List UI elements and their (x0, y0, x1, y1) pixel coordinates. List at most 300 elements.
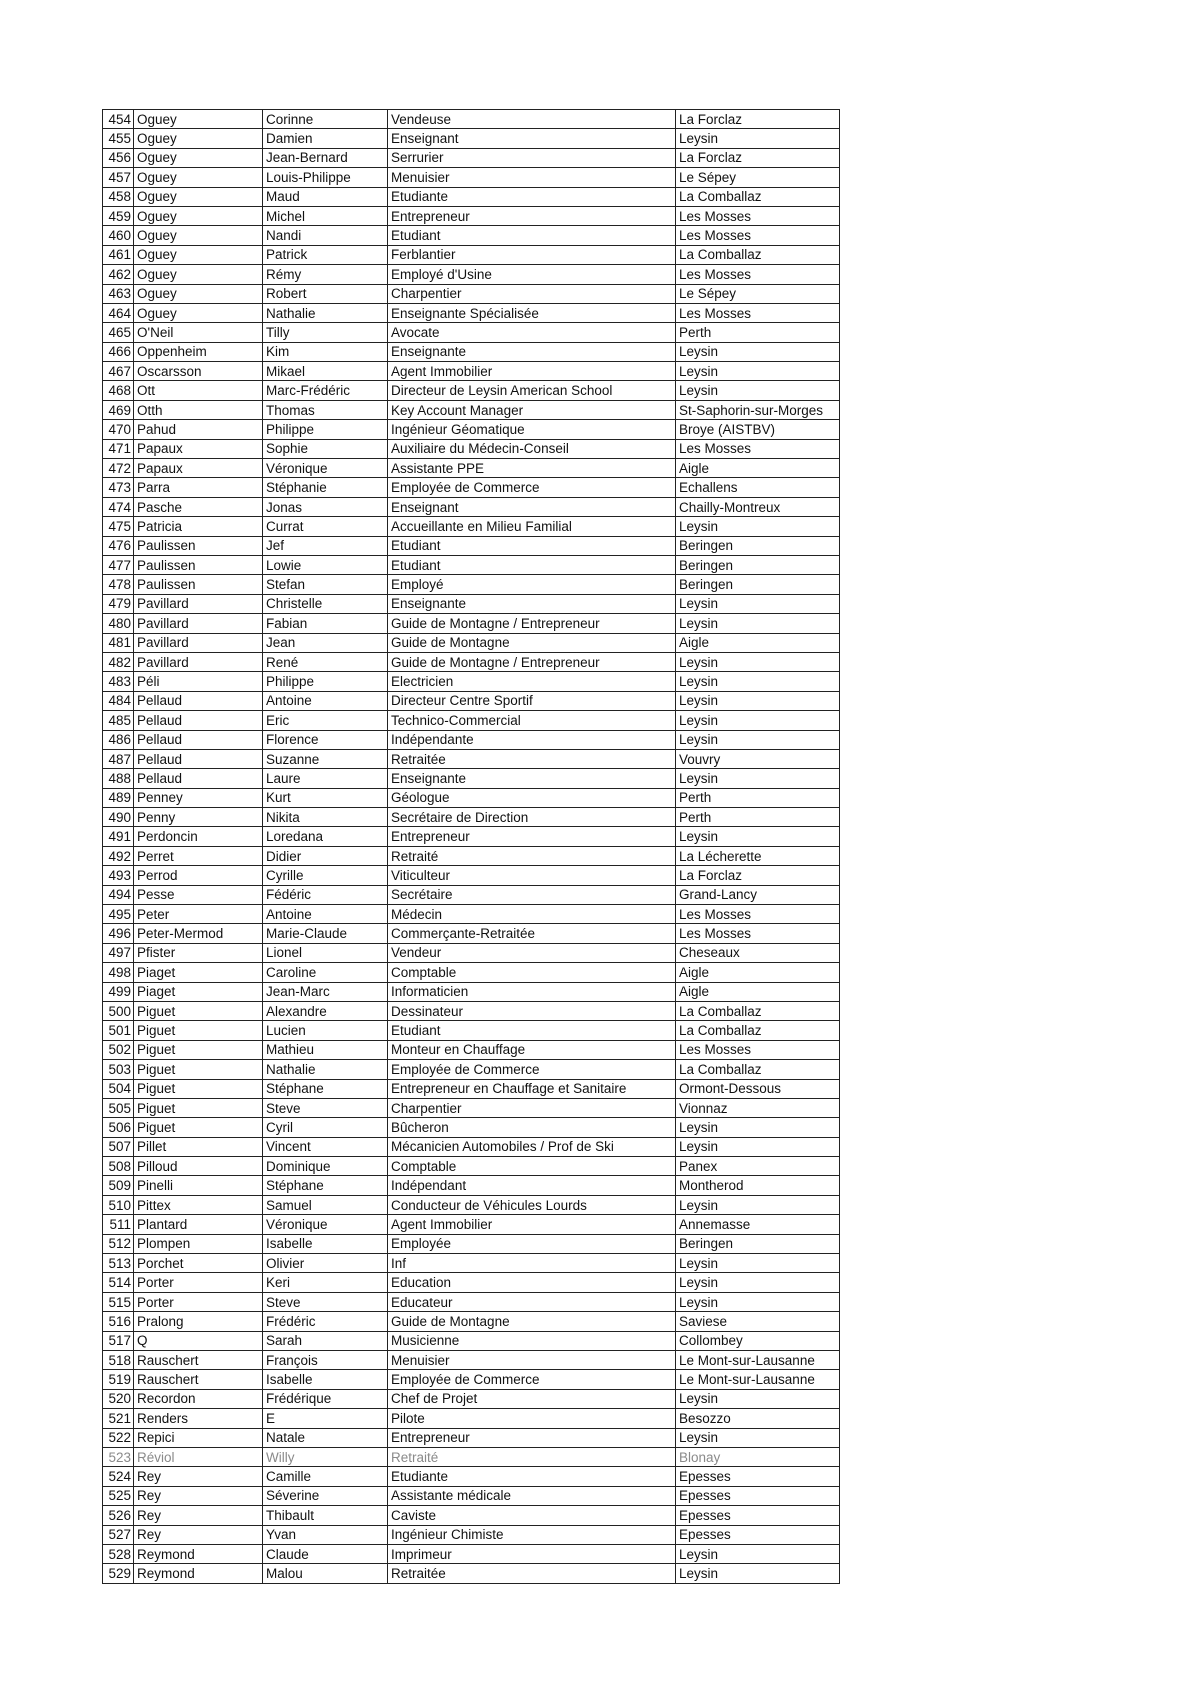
table-row (103, 652, 840, 671)
row-number-cell: 509 (103, 1176, 134, 1195)
table-row (103, 633, 840, 652)
first-name-cell: Laure (263, 769, 388, 788)
last-name-cell: Porter (134, 1273, 263, 1292)
locality-cell: Perth (676, 808, 840, 827)
row-number-cell: 457 (103, 168, 134, 187)
last-name-cell: Penny (134, 808, 263, 827)
occupation-cell: Vendeur (388, 943, 676, 962)
table-row (103, 885, 840, 904)
member-table-body (103, 110, 840, 1584)
table-row (103, 1486, 840, 1505)
last-name-cell: Piguet (134, 1079, 263, 1098)
row-number-cell: 510 (103, 1195, 134, 1214)
first-name-cell: Fédéric (263, 885, 388, 904)
row-number-cell: 499 (103, 982, 134, 1001)
first-name-cell: Patrick (263, 245, 388, 264)
locality-cell: Leysin (676, 129, 840, 148)
occupation-cell: Enseignante Spécialisée (388, 303, 676, 322)
occupation-cell: Employée de Commerce (388, 1370, 676, 1389)
first-name-cell: Jean (263, 633, 388, 652)
locality-cell: Leysin (676, 711, 840, 730)
table-row (103, 323, 840, 342)
table-row (103, 963, 840, 982)
table-row (103, 478, 840, 497)
last-name-cell: Oguey (134, 303, 263, 322)
occupation-cell: Retraité (388, 1447, 676, 1466)
occupation-cell: Employée de Commerce (388, 478, 676, 497)
row-number-cell: 462 (103, 265, 134, 284)
table-row (103, 1506, 840, 1525)
locality-cell: La Lécherette (676, 846, 840, 865)
row-number-cell: 506 (103, 1118, 134, 1137)
locality-cell: Le Mont-sur-Lausanne (676, 1370, 840, 1389)
first-name-cell: Antoine (263, 691, 388, 710)
locality-cell: Saviese (676, 1312, 840, 1331)
table-row (103, 148, 840, 167)
first-name-cell: Florence (263, 730, 388, 749)
first-name-cell: Didier (263, 846, 388, 865)
row-number-cell: 486 (103, 730, 134, 749)
locality-cell: Annemasse (676, 1215, 840, 1234)
first-name-cell: Stefan (263, 575, 388, 594)
table-row (103, 245, 840, 264)
locality-cell: Beringen (676, 536, 840, 555)
last-name-cell: Perret (134, 846, 263, 865)
first-name-cell: Samuel (263, 1195, 388, 1214)
occupation-cell: Auxiliaire du Médecin-Conseil (388, 439, 676, 458)
locality-cell: Les Mosses (676, 905, 840, 924)
table-row (103, 536, 840, 555)
occupation-cell: Comptable (388, 963, 676, 982)
locality-cell: Vouvry (676, 749, 840, 768)
last-name-cell: Piguet (134, 1118, 263, 1137)
table-row (103, 1215, 840, 1234)
first-name-cell: Cyril (263, 1118, 388, 1137)
first-name-cell: Stéphanie (263, 478, 388, 497)
last-name-cell: Paulissen (134, 575, 263, 594)
occupation-cell: Education (388, 1273, 676, 1292)
row-number-cell: 526 (103, 1506, 134, 1525)
row-number-cell: 488 (103, 769, 134, 788)
occupation-cell: Technico-Commercial (388, 711, 676, 730)
first-name-cell: Jef (263, 536, 388, 555)
last-name-cell: Rauschert (134, 1351, 263, 1370)
table-row (103, 1273, 840, 1292)
last-name-cell: Oguey (134, 168, 263, 187)
locality-cell: Aigle (676, 963, 840, 982)
table-row (103, 400, 840, 419)
locality-cell: Leysin (676, 1564, 840, 1583)
row-number-cell: 464 (103, 303, 134, 322)
occupation-cell: Indépendant (388, 1176, 676, 1195)
last-name-cell: Otth (134, 400, 263, 419)
occupation-cell: Bûcheron (388, 1118, 676, 1137)
table-row (103, 905, 840, 924)
first-name-cell: René (263, 652, 388, 671)
occupation-cell: Guide de Montagne (388, 633, 676, 652)
occupation-cell: Educateur (388, 1292, 676, 1311)
table-row (103, 1564, 840, 1583)
last-name-cell: Piguet (134, 1060, 263, 1079)
first-name-cell: Loredana (263, 827, 388, 846)
row-number-cell: 477 (103, 555, 134, 574)
row-number-cell: 458 (103, 187, 134, 206)
locality-cell: Echallens (676, 478, 840, 497)
first-name-cell: Steve (263, 1292, 388, 1311)
occupation-cell: Etudiante (388, 187, 676, 206)
occupation-cell: Etudiante (388, 1467, 676, 1486)
occupation-cell: Dessinateur (388, 1001, 676, 1020)
first-name-cell: Philippe (263, 420, 388, 439)
first-name-cell: Isabelle (263, 1370, 388, 1389)
last-name-cell: Recordon (134, 1389, 263, 1408)
table-row (103, 1331, 840, 1350)
occupation-cell: Enseignant (388, 129, 676, 148)
locality-cell: Les Mosses (676, 439, 840, 458)
locality-cell: Le Mont-sur-Lausanne (676, 1351, 840, 1370)
last-name-cell: Pavillard (134, 594, 263, 613)
occupation-cell: Etudiant (388, 555, 676, 574)
row-number-cell: 467 (103, 362, 134, 381)
occupation-cell: Employée (388, 1234, 676, 1253)
last-name-cell: Pittex (134, 1195, 263, 1214)
occupation-cell: Retraitée (388, 749, 676, 768)
table-row (103, 303, 840, 322)
last-name-cell: Porter (134, 1292, 263, 1311)
occupation-cell: Ingénieur Chimiste (388, 1525, 676, 1544)
locality-cell: Le Sépey (676, 284, 840, 303)
locality-cell: La Comballaz (676, 187, 840, 206)
row-number-cell: 492 (103, 846, 134, 865)
occupation-cell: Caviste (388, 1506, 676, 1525)
locality-cell: Les Mosses (676, 226, 840, 245)
row-number-cell: 455 (103, 129, 134, 148)
last-name-cell: Piguet (134, 1040, 263, 1059)
locality-cell: Panex (676, 1157, 840, 1176)
first-name-cell: Sophie (263, 439, 388, 458)
last-name-cell: Pellaud (134, 749, 263, 768)
first-name-cell: Olivier (263, 1254, 388, 1273)
occupation-cell: Géologue (388, 788, 676, 807)
occupation-cell: Guide de Montagne (388, 1312, 676, 1331)
last-name-cell: Pasche (134, 497, 263, 516)
table-row (103, 420, 840, 439)
locality-cell: Les Mosses (676, 265, 840, 284)
first-name-cell: Rémy (263, 265, 388, 284)
last-name-cell: Oscarsson (134, 362, 263, 381)
locality-cell: Les Mosses (676, 303, 840, 322)
last-name-cell: Penney (134, 788, 263, 807)
table-row (103, 769, 840, 788)
row-number-cell: 516 (103, 1312, 134, 1331)
last-name-cell: Piaget (134, 963, 263, 982)
row-number-cell: 461 (103, 245, 134, 264)
last-name-cell: Pfister (134, 943, 263, 962)
table-row (103, 1118, 840, 1137)
table-row (103, 1060, 840, 1079)
row-number-cell: 460 (103, 226, 134, 245)
locality-cell: Leysin (676, 1292, 840, 1311)
locality-cell: Grand-Lancy (676, 885, 840, 904)
locality-cell: Leysin (676, 1118, 840, 1137)
occupation-cell: Mécanicien Automobiles / Prof de Ski (388, 1137, 676, 1156)
occupation-cell: Secrétaire de Direction (388, 808, 676, 827)
table-row (103, 284, 840, 303)
last-name-cell: Oppenheim (134, 342, 263, 361)
first-name-cell: Isabelle (263, 1234, 388, 1253)
occupation-cell: Accueillante en Milieu Familial (388, 517, 676, 536)
occupation-cell: Assistante médicale (388, 1486, 676, 1505)
table-row (103, 1098, 840, 1117)
table-row (103, 1544, 840, 1563)
last-name-cell: Pavillard (134, 614, 263, 633)
table-row (103, 1195, 840, 1214)
first-name-cell: Kurt (263, 788, 388, 807)
occupation-cell: Guide de Montagne / Entrepreneur (388, 614, 676, 633)
last-name-cell: Pinelli (134, 1176, 263, 1195)
table-row (103, 1040, 840, 1059)
member-table (102, 109, 840, 1584)
first-name-cell: Natale (263, 1428, 388, 1447)
row-number-cell: 527 (103, 1525, 134, 1544)
first-name-cell: Lucien (263, 1021, 388, 1040)
first-name-cell: Suzanne (263, 749, 388, 768)
locality-cell: La Forclaz (676, 866, 840, 885)
occupation-cell: Inf (388, 1254, 676, 1273)
row-number-cell: 476 (103, 536, 134, 555)
occupation-cell: Agent Immobilier (388, 362, 676, 381)
last-name-cell: Ott (134, 381, 263, 400)
first-name-cell: Vincent (263, 1137, 388, 1156)
first-name-cell: Séverine (263, 1486, 388, 1505)
first-name-cell: Christelle (263, 594, 388, 613)
row-number-cell: 459 (103, 206, 134, 225)
occupation-cell: Menuisier (388, 1351, 676, 1370)
locality-cell: Les Mosses (676, 924, 840, 943)
occupation-cell: Enseignante (388, 594, 676, 613)
table-row (103, 1234, 840, 1253)
last-name-cell: Oguey (134, 129, 263, 148)
first-name-cell: Nandi (263, 226, 388, 245)
row-number-cell: 487 (103, 749, 134, 768)
table-row (103, 575, 840, 594)
locality-cell: Besozzo (676, 1409, 840, 1428)
last-name-cell: Pesse (134, 885, 263, 904)
table-row (103, 846, 840, 865)
last-name-cell: Oguey (134, 284, 263, 303)
row-number-cell: 523 (103, 1447, 134, 1466)
row-number-cell: 474 (103, 497, 134, 516)
last-name-cell: Oguey (134, 245, 263, 264)
locality-cell: Leysin (676, 769, 840, 788)
first-name-cell: Frédéric (263, 1312, 388, 1331)
locality-cell: St-Saphorin-sur-Morges (676, 400, 840, 419)
row-number-cell: 454 (103, 110, 134, 129)
row-number-cell: 456 (103, 148, 134, 167)
row-number-cell: 470 (103, 420, 134, 439)
last-name-cell: O'Neil (134, 323, 263, 342)
first-name-cell: Fabian (263, 614, 388, 633)
last-name-cell: Oguey (134, 206, 263, 225)
row-number-cell: 478 (103, 575, 134, 594)
first-name-cell: Willy (263, 1447, 388, 1466)
table-row (103, 730, 840, 749)
first-name-cell: Louis-Philippe (263, 168, 388, 187)
first-name-cell: Véronique (263, 1215, 388, 1234)
occupation-cell: Entrepreneur (388, 827, 676, 846)
row-number-cell: 472 (103, 459, 134, 478)
row-number-cell: 521 (103, 1409, 134, 1428)
last-name-cell: Peter (134, 905, 263, 924)
first-name-cell: Michel (263, 206, 388, 225)
table-row (103, 1389, 840, 1408)
row-number-cell: 491 (103, 827, 134, 846)
first-name-cell: Philippe (263, 672, 388, 691)
table-row (103, 226, 840, 245)
occupation-cell: Entrepreneur (388, 1428, 676, 1447)
table-row (103, 1467, 840, 1486)
locality-cell: Ormont-Dessous (676, 1079, 840, 1098)
row-number-cell: 489 (103, 788, 134, 807)
row-number-cell: 518 (103, 1351, 134, 1370)
row-number-cell: 515 (103, 1292, 134, 1311)
occupation-cell: Vendeuse (388, 110, 676, 129)
last-name-cell: Rey (134, 1467, 263, 1486)
locality-cell: Aigle (676, 982, 840, 1001)
locality-cell: Aigle (676, 459, 840, 478)
first-name-cell: Tilly (263, 323, 388, 342)
locality-cell: Leysin (676, 614, 840, 633)
occupation-cell: Conducteur de Véhicules Lourds (388, 1195, 676, 1214)
last-name-cell: Pilloud (134, 1157, 263, 1176)
locality-cell: Leysin (676, 730, 840, 749)
occupation-cell: Charpentier (388, 284, 676, 303)
row-number-cell: 505 (103, 1098, 134, 1117)
row-number-cell: 500 (103, 1001, 134, 1020)
locality-cell: Leysin (676, 517, 840, 536)
first-name-cell: Claude (263, 1544, 388, 1563)
occupation-cell: Imprimeur (388, 1544, 676, 1563)
row-number-cell: 511 (103, 1215, 134, 1234)
occupation-cell: Enseignante (388, 769, 676, 788)
table-row (103, 110, 840, 129)
locality-cell: La Forclaz (676, 110, 840, 129)
row-number-cell: 504 (103, 1079, 134, 1098)
last-name-cell: Parra (134, 478, 263, 497)
row-number-cell: 528 (103, 1544, 134, 1563)
last-name-cell: Porchet (134, 1254, 263, 1273)
row-number-cell: 483 (103, 672, 134, 691)
locality-cell: Leysin (676, 1137, 840, 1156)
locality-cell: Beringen (676, 575, 840, 594)
locality-cell: Leysin (676, 1273, 840, 1292)
locality-cell: Leysin (676, 1544, 840, 1563)
last-name-cell: Rauschert (134, 1370, 263, 1389)
locality-cell: Collombey (676, 1331, 840, 1350)
locality-cell: La Forclaz (676, 148, 840, 167)
first-name-cell: Caroline (263, 963, 388, 982)
row-number-cell: 514 (103, 1273, 134, 1292)
first-name-cell: Antoine (263, 905, 388, 924)
table-row (103, 982, 840, 1001)
occupation-cell: Entrepreneur en Chauffage et Sanitaire (388, 1079, 676, 1098)
row-number-cell: 525 (103, 1486, 134, 1505)
last-name-cell: Pellaud (134, 711, 263, 730)
last-name-cell: Pellaud (134, 769, 263, 788)
last-name-cell: Peter-Mermod (134, 924, 263, 943)
locality-cell: Perth (676, 323, 840, 342)
last-name-cell: Rey (134, 1486, 263, 1505)
first-name-cell: Mikael (263, 362, 388, 381)
occupation-cell: Employé (388, 575, 676, 594)
table-row (103, 691, 840, 710)
last-name-cell: Reymond (134, 1564, 263, 1583)
locality-cell: Leysin (676, 381, 840, 400)
locality-cell: Leysin (676, 342, 840, 361)
first-name-cell: Robert (263, 284, 388, 303)
occupation-cell: Avocate (388, 323, 676, 342)
occupation-cell: Retraitée (388, 1564, 676, 1583)
row-number-cell: 485 (103, 711, 134, 730)
table-row (103, 168, 840, 187)
locality-cell: Leysin (676, 1389, 840, 1408)
table-row (103, 459, 840, 478)
table-row (103, 924, 840, 943)
last-name-cell: Oguey (134, 148, 263, 167)
table-row (103, 614, 840, 633)
locality-cell: La Comballaz (676, 1060, 840, 1079)
first-name-cell: Sarah (263, 1331, 388, 1350)
first-name-cell: Keri (263, 1273, 388, 1292)
row-number-cell: 468 (103, 381, 134, 400)
locality-cell: Epesses (676, 1506, 840, 1525)
occupation-cell: Informaticien (388, 982, 676, 1001)
row-number-cell: 475 (103, 517, 134, 536)
first-name-cell: François (263, 1351, 388, 1370)
table-row (103, 1079, 840, 1098)
occupation-cell: Charpentier (388, 1098, 676, 1117)
first-name-cell: Alexandre (263, 1001, 388, 1020)
occupation-cell: Electricien (388, 672, 676, 691)
last-name-cell: Pavillard (134, 633, 263, 652)
locality-cell: Leysin (676, 691, 840, 710)
row-number-cell: 520 (103, 1389, 134, 1408)
locality-cell: Aigle (676, 633, 840, 652)
occupation-cell: Assistante PPE (388, 459, 676, 478)
row-number-cell: 513 (103, 1254, 134, 1273)
locality-cell: La Comballaz (676, 1021, 840, 1040)
first-name-cell: Steve (263, 1098, 388, 1117)
last-name-cell: Piguet (134, 1098, 263, 1117)
row-number-cell: 501 (103, 1021, 134, 1040)
first-name-cell: Camille (263, 1467, 388, 1486)
last-name-cell: Réviol (134, 1447, 263, 1466)
last-name-cell: Plompen (134, 1234, 263, 1253)
last-name-cell: Piaget (134, 982, 263, 1001)
last-name-cell: Patricia (134, 517, 263, 536)
occupation-cell: Comptable (388, 1157, 676, 1176)
last-name-cell: Paulissen (134, 555, 263, 574)
occupation-cell: Etudiant (388, 1021, 676, 1040)
locality-cell: Leysin (676, 827, 840, 846)
row-number-cell: 503 (103, 1060, 134, 1079)
table-row (103, 866, 840, 885)
occupation-cell: Secrétaire (388, 885, 676, 904)
row-number-cell: 473 (103, 478, 134, 497)
occupation-cell: Ferblantier (388, 245, 676, 264)
row-number-cell: 497 (103, 943, 134, 962)
table-row (103, 1447, 840, 1466)
